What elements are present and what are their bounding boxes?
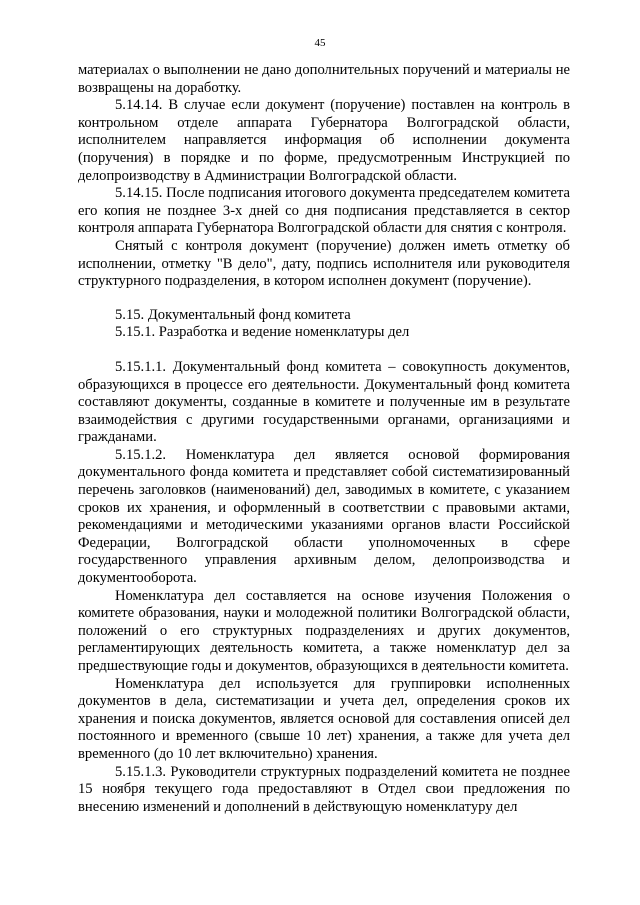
- paragraph: 5.14.14. В случае если документ (поручение) поставлен на контроль в контрольном отделе аппарата Губернатора Волгоградской области, исполнителем направляется информация об исполнении документа (поручения) в порядке и по форме, предусмотренным Инструкцией по делопроизводству в Администрации Волгоградской области.: [78, 97, 570, 184]
- paragraph: Номенклатура дел составляется на основе изучения Положения о комитете образования, науки и молодежной политики Волгоградской области, положений о его структурных подразделениях и других документов, регламентирующих деятельность комитета, а также номенклатур дел за предшествующие годы и документов, образующихся в деятельности комитета.: [78, 587, 570, 674]
- paragraph: 5.15.1.3. Руководители структурных подразделений комитета не позднее 15 ноября текущего года предоставляют в Отдел свои предложения по внесению изменений и дополнений в действующую номенклатуру дел: [78, 763, 570, 815]
- paragraph: материалах о выполнении не дано дополнительных поручений и материалы не возвращены на доработку.: [78, 62, 570, 96]
- paragraph: 5.15.1.1. Документальный фонд комитета – совокупность документов, образующихся в процессе его деятельности. Документальный фонд комитета составляют документы, созданные в комитете и полученные им в результате взаимодействия с другими государственными органами, организациями и гражданами.: [78, 358, 570, 446]
- paragraph: Снятый с контроля документ (поручение) должен иметь отметку об исполнении, отметку "В дело", дату, подпись исполнителя или руководителя структурного подразделения, в котором исполнен документ (поручение).: [78, 237, 570, 290]
- paragraph: 5.14.15. После подписания итогового документа председателем комитета его копия не позднее 3-х дней со дня подписания представляется в сектор контроля аппарата Губернатора Волгоградской области для снятия с контроля.: [78, 185, 570, 237]
- document-body: [78, 62, 570, 816]
- subsection-title: 5.15.1. Разработка и ведение номенклатуры дел: [115, 324, 410, 341]
- section-title: 5.15. Документальный фонд комитета: [115, 306, 351, 323]
- paragraph: 5.15.1.2. Номенклатура дел является основой формирования документального фонда комитета и представляет собой систематизированный перечень заголовков (наименований) дел, заводимых в комитете, с указанием сроков их хранения, и оформленный в соответствии с правовыми актами, рекомендациями и методическими указаниями органов власти Российской Федерации, Волгоградской области уполномоченных в сфере государственного управления архивным делом, делопроизводства и документооборота.: [78, 446, 570, 587]
- section-heading-block: [78, 307, 570, 342]
- paragraph: Номенклатура дел используется для группировки исполненных документов в дела, систематизации и учета дел, определения сроков их хранения и поиска документов, является основой для составления описей дел постоянного и временного (свыше 10 лет) хранения, а также для учета дел временного (до 10 лет включительно) хранения.: [78, 675, 570, 762]
- page-number: 45: [314, 37, 326, 49]
